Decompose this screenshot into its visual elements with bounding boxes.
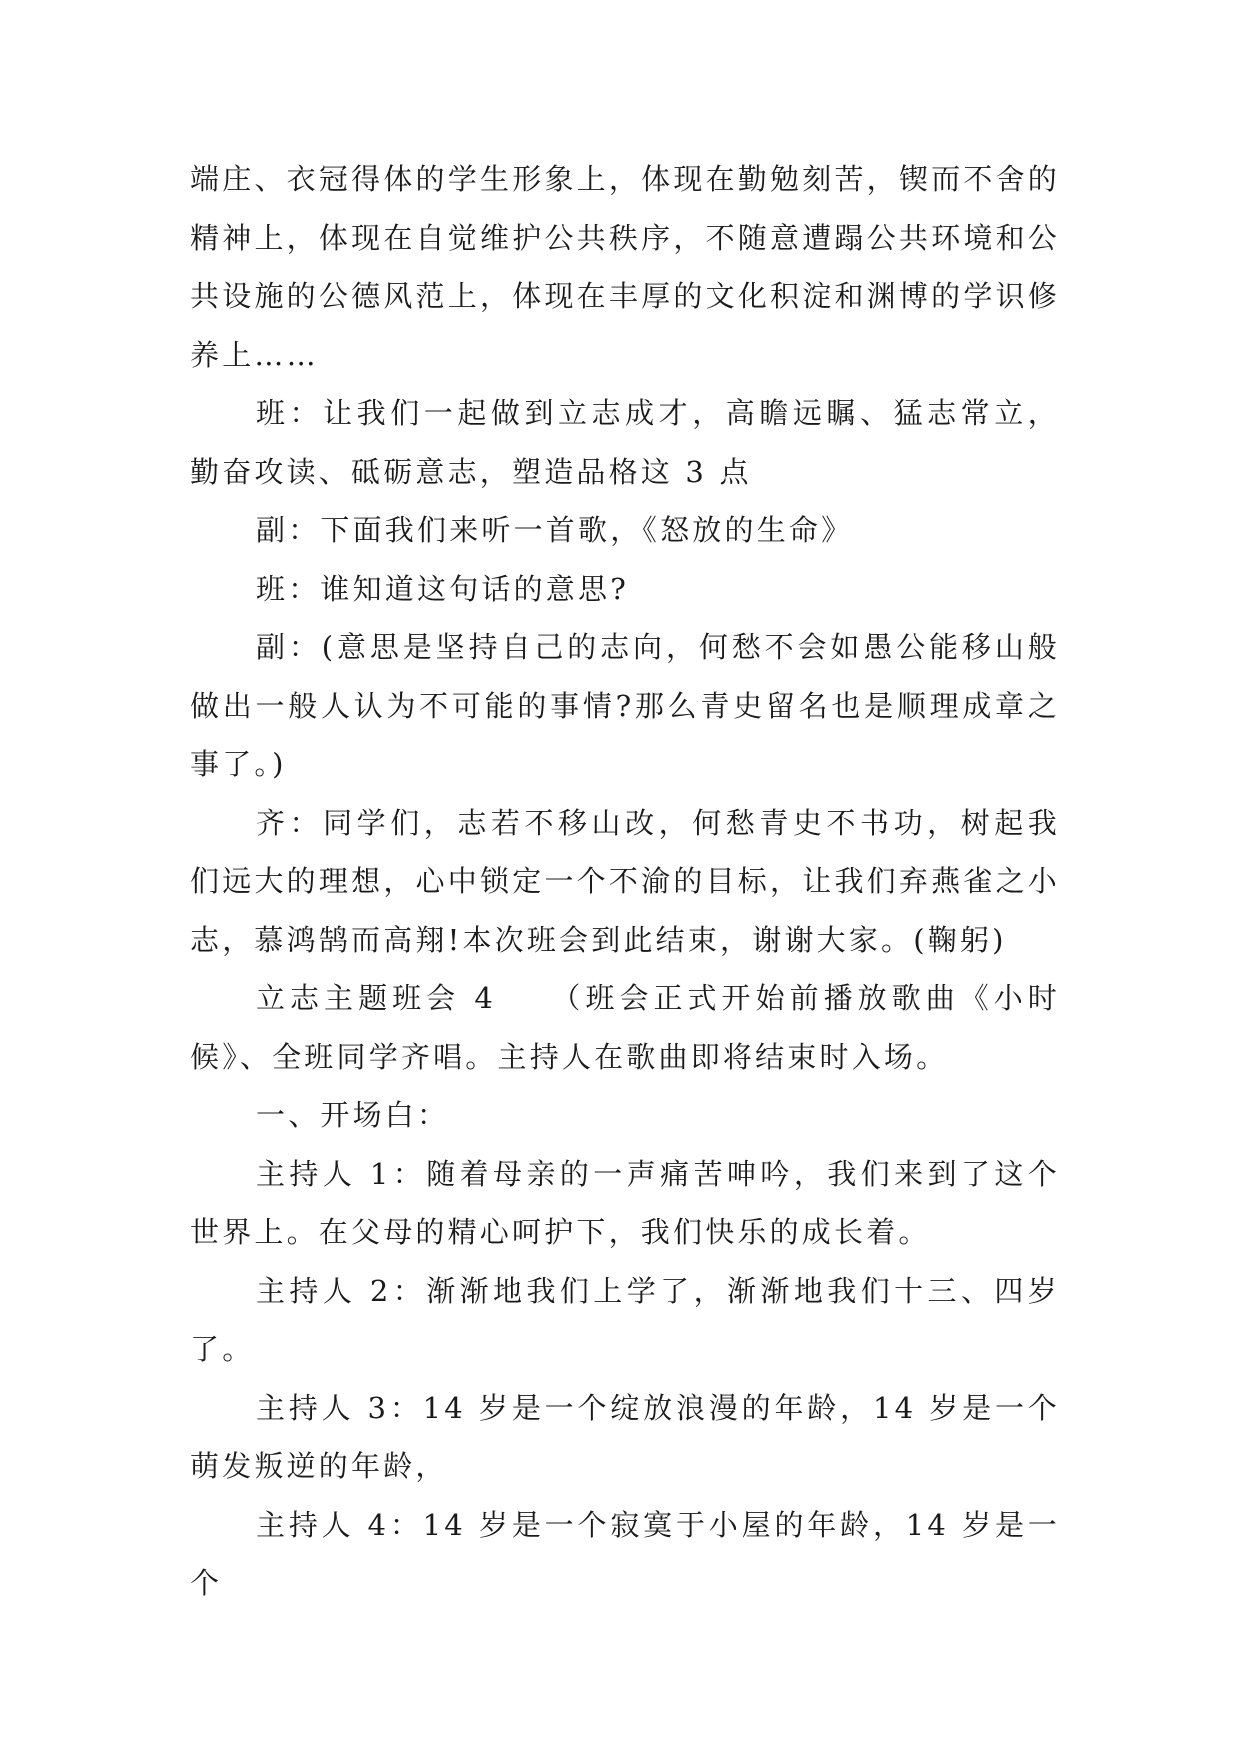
paragraph: 主持人 3：14 岁是一个绽放浪漫的年龄，14 岁是一个萌发叛逆的年龄， — [190, 1390, 1060, 1483]
paragraph: 班：让我们一起做到立志成才，高瞻远瞩、猛志常立，勤奋攻读、砥砺意志，塑造品格这 3 点 — [190, 396, 1060, 489]
paragraph: 副：下面我们来听一首歌，《怒放的生命》 — [256, 513, 854, 547]
section-heading: 一、开场白： — [256, 1098, 450, 1132]
paragraph: 副：(意思是坚持自己的志向，何愁不会如愚公能移山般做出一般人认为不可能的事情?那么青史留名也是顺理成章之事了。) — [190, 630, 1060, 781]
paragraph: 主持人 1：随着母亲的一声痛苦呻吟，我们来到了这个世界上。在父母的精心呵护下，我们快乐的成长着。 — [190, 1156, 1060, 1249]
paragraph: 班：谁知道这句话的意思? — [256, 571, 629, 606]
paragraph: 主持人 2：渐渐地我们上学了，渐渐地我们十三、四岁了。 — [190, 1273, 1060, 1366]
paragraph: 端庄、衣冠得体的学生形象上，体现在勤勉刻苦，锲而不舍的精神上，体现在自觉维护公共秩序，不随意遭蹋公共环境和公共设施的公德风范上，体现在丰厚的文化积淀和渊博的学识修养上…… — [190, 162, 1060, 372]
document-body — [190, 150, 1060, 1613]
paragraph: 齐：同学们，志若不移山改，何愁青史不书功，树起我们远大的理想，心中锁定一个不渝的目标，让我们弃燕雀之小志，慕鸿鹄而高翔!本次班会到此结束，谢谢大家。(鞠躬) — [190, 805, 1060, 957]
paragraph: 立志主题班会 4 （班会正式开始前播放歌曲《小时候》、全班同学齐唱。主持人在歌曲即将结束时入场。 — [190, 981, 1060, 1074]
paragraph: 主持人 4：14 岁是一个寂寞于小屋的年龄，14 岁是一个 — [190, 1507, 1060, 1600]
